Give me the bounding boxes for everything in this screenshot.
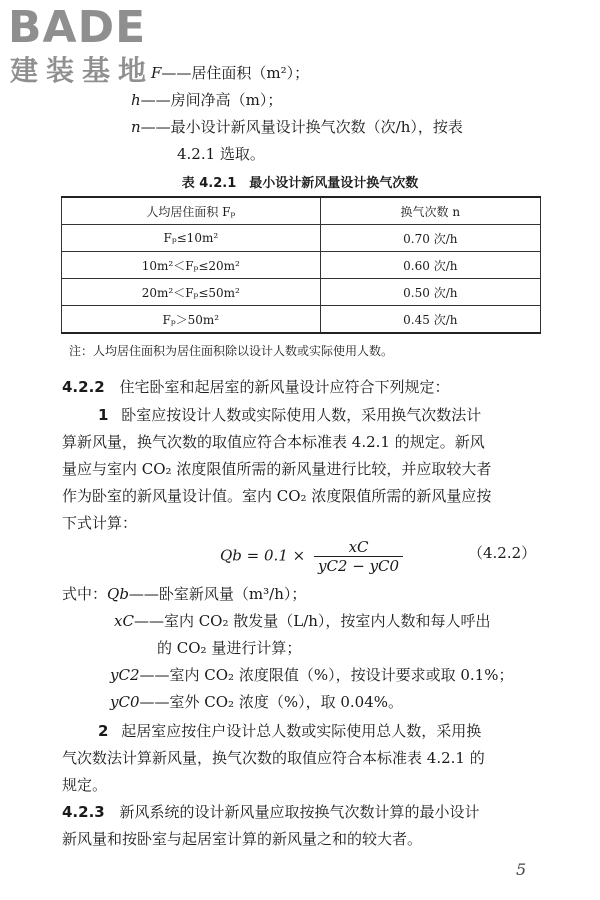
section-number: 4.2.3 bbox=[62, 803, 105, 821]
section-number: 4.2.2 bbox=[62, 378, 105, 396]
item-1-line: 下式计算： bbox=[62, 514, 138, 532]
item-1-line: 作为卧室的新风量设计值。室内 CO₂ 浓度限值所需的新风量应按 bbox=[62, 487, 492, 505]
where-def: 式中：Qb——卧室新风量（m³/h）； bbox=[62, 585, 307, 603]
table-header-cell: 换气次数 n bbox=[320, 197, 540, 225]
fraction-denominator: yC2 − yC0 bbox=[317, 557, 400, 575]
item-1-line: 1 卧室应按设计人数或实际使用人数，采用换气次数法计 bbox=[98, 406, 482, 424]
brand-logo: BADE bbox=[8, 2, 147, 53]
table-row bbox=[62, 225, 541, 252]
section-4-2-3: 4.2.3 新风系统的设计新风量应取按换气次数计算的最小设计 bbox=[62, 803, 480, 821]
table-cell: 0.60 次/h bbox=[320, 252, 540, 279]
item-number: 1 bbox=[98, 406, 109, 424]
where-def: yC2——室内 CO₂ 浓度限值（%），按设计要求或取 0.1%； bbox=[110, 666, 514, 684]
where-def: xC——室内 CO₂ 散发量（L/h），按室内人数和每人呼出 bbox=[114, 612, 491, 630]
page-number: 5 bbox=[516, 860, 527, 879]
table-row bbox=[62, 306, 541, 334]
item-2-line: 规定。 bbox=[62, 776, 108, 794]
table-caption: 表 4.2.1 最小设计新风量设计换气次数 bbox=[181, 176, 419, 191]
def-h: h——房间净高（m）； bbox=[131, 91, 283, 109]
def-n: n——最小设计新风量设计换气次数（次/h），按表 bbox=[131, 118, 463, 136]
equation-fraction bbox=[314, 538, 403, 575]
table-cell: 10m²＜Fₚ≤20m² bbox=[62, 252, 321, 279]
table-cell: 0.70 次/h bbox=[320, 225, 540, 252]
table-header-cell: 人均居住面积 Fₚ bbox=[62, 197, 321, 225]
section-text: 住宅卧室和起居室的新风量设计应符合下列规定： bbox=[119, 378, 450, 396]
section-4-2-3-line: 新风量和按卧室与起居室计算的新风量之和的较大者。 bbox=[62, 830, 423, 848]
brand-subtitle: 建装基地 bbox=[10, 54, 155, 87]
item-1-line: 量应与室内 CO₂ 浓度限值所需的新风量进行比较，并应取较大者 bbox=[62, 460, 492, 478]
table-note: 注：人均居住面积为居住面积除以设计人数或实际使用人数。 bbox=[69, 344, 394, 358]
where-def: yC0——室外 CO₂ 浓度（%），取 0.04%。 bbox=[110, 693, 403, 711]
def-f: F——居住面积（m²）； bbox=[151, 64, 310, 82]
item-2-line: 2 起居室应按住户设计总人数或实际使用总人数，采用换 bbox=[98, 722, 482, 740]
table-row bbox=[62, 252, 541, 279]
equation-4-2-2 bbox=[220, 538, 403, 575]
item-2-line: 气次数法计算新风量，换气次数的取值应符合本标准表 4.2.1 的 bbox=[62, 749, 485, 767]
def-n-cont: 4.2.1 选取。 bbox=[177, 145, 265, 163]
where-def: 的 CO₂ 量进行计算； bbox=[157, 639, 302, 657]
table-cell: 0.45 次/h bbox=[320, 306, 540, 334]
fraction-numerator: xC bbox=[314, 538, 403, 557]
ventilation-table bbox=[61, 196, 541, 334]
equation-number: （4.2.2） bbox=[468, 544, 537, 562]
table-cell: 0.50 次/h bbox=[320, 279, 540, 306]
table-row bbox=[62, 279, 541, 306]
table-cell: 20m²＜Fₚ≤50m² bbox=[62, 279, 321, 306]
section-4-2-2 bbox=[62, 376, 450, 398]
equation-lhs: Qb = 0.1 × bbox=[220, 546, 306, 565]
table-cell: Fₚ＞50m² bbox=[62, 306, 321, 334]
item-1-line: 算新风量，换气次数的取值应符合本标准表 4.2.1 的规定。新风 bbox=[62, 433, 485, 451]
table-header-row bbox=[62, 197, 541, 225]
item-number: 2 bbox=[98, 722, 109, 740]
table-cell: Fₚ≤10m² bbox=[62, 225, 321, 252]
